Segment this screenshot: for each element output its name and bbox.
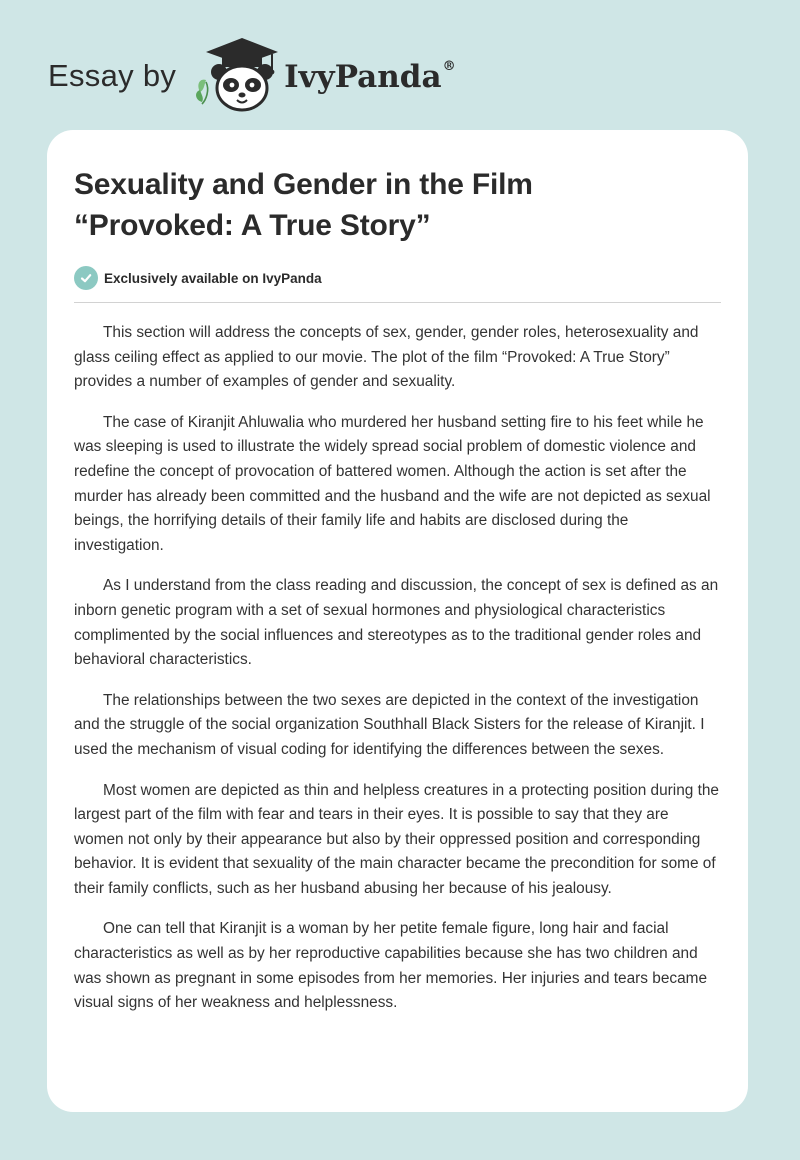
paragraph: This section will address the concepts of sex, gender, gender roles, heterosexuality and glass ceiling effect as applied to our movie. The plot of the film “Provoked: A True Story” provides a number of examples of gender and sexuality. (74, 324, 699, 391)
essay-by-label: Essay by (48, 58, 177, 93)
check-icon (74, 266, 98, 290)
registered-mark: ® (442, 58, 456, 74)
article-title-line-1: Sexuality and Gender in the Film (74, 168, 533, 201)
article-card (47, 130, 748, 1112)
panda-graduate-icon (192, 34, 282, 114)
header-divider (74, 302, 721, 303)
paragraph: Most women are depicted as thin and helpless creatures in a protecting position during the largest part of the film with fear and tears in their eyes. It is possible to say that they are women not only by their appearance but also by their oppressed position and corresponding behavior. It is evident that sexuality of the main character became the precondition for some of their family conflicts, such as her husband abusing her because of his jealousy. (74, 781, 719, 897)
paragraph: One can tell that Kiranjit is a woman by her petite female figure, long hair and facial characteristics as well as by her reproductive capabilities because she has two children and was shown as pregnant in some episodes from her memories. Her injuries and tears became visual signs of her weakness and helplessness. (74, 920, 708, 1012)
paragraph: As I understand from the class reading and discussion, the concept of sex is defined as an inborn genetic program with a set of sexual hormones and physiological characteristics complimented by the social influences and stereotypes as to the traditional gender roles and behavioral characteristics. (74, 577, 719, 669)
article-title-line-2: “Provoked: A True Story” (74, 209, 431, 242)
exclusive-badge (74, 264, 721, 292)
article-title (74, 164, 721, 246)
site-header-logo[interactable] (48, 34, 456, 114)
exclusive-badge-text: Exclusively available on IvyPanda (104, 270, 322, 286)
article-body (74, 321, 721, 1016)
brand-name: IvyPanda® (284, 58, 456, 95)
paragraph: The relationships between the two sexes are depicted in the context of the investigation and the struggle of the social organization Southhall Black Sisters for the release of Kiranjit. I used the mechanism of visual coding for identifying the differences between the sexes. (74, 691, 705, 758)
paragraph: The case of Kiranjit Ahluwalia who murdered her husband setting fire to his feet while he was sleeping is used to illustrate the widely spread social problem of domestic violence and redefine the concept of provocation of battered women. Although the action is set after the murder has already been committed and the husband and the wife are not depicted as sexual beings, the horrifying details of their family life and habits are disclosed during the investigation. (74, 413, 711, 554)
